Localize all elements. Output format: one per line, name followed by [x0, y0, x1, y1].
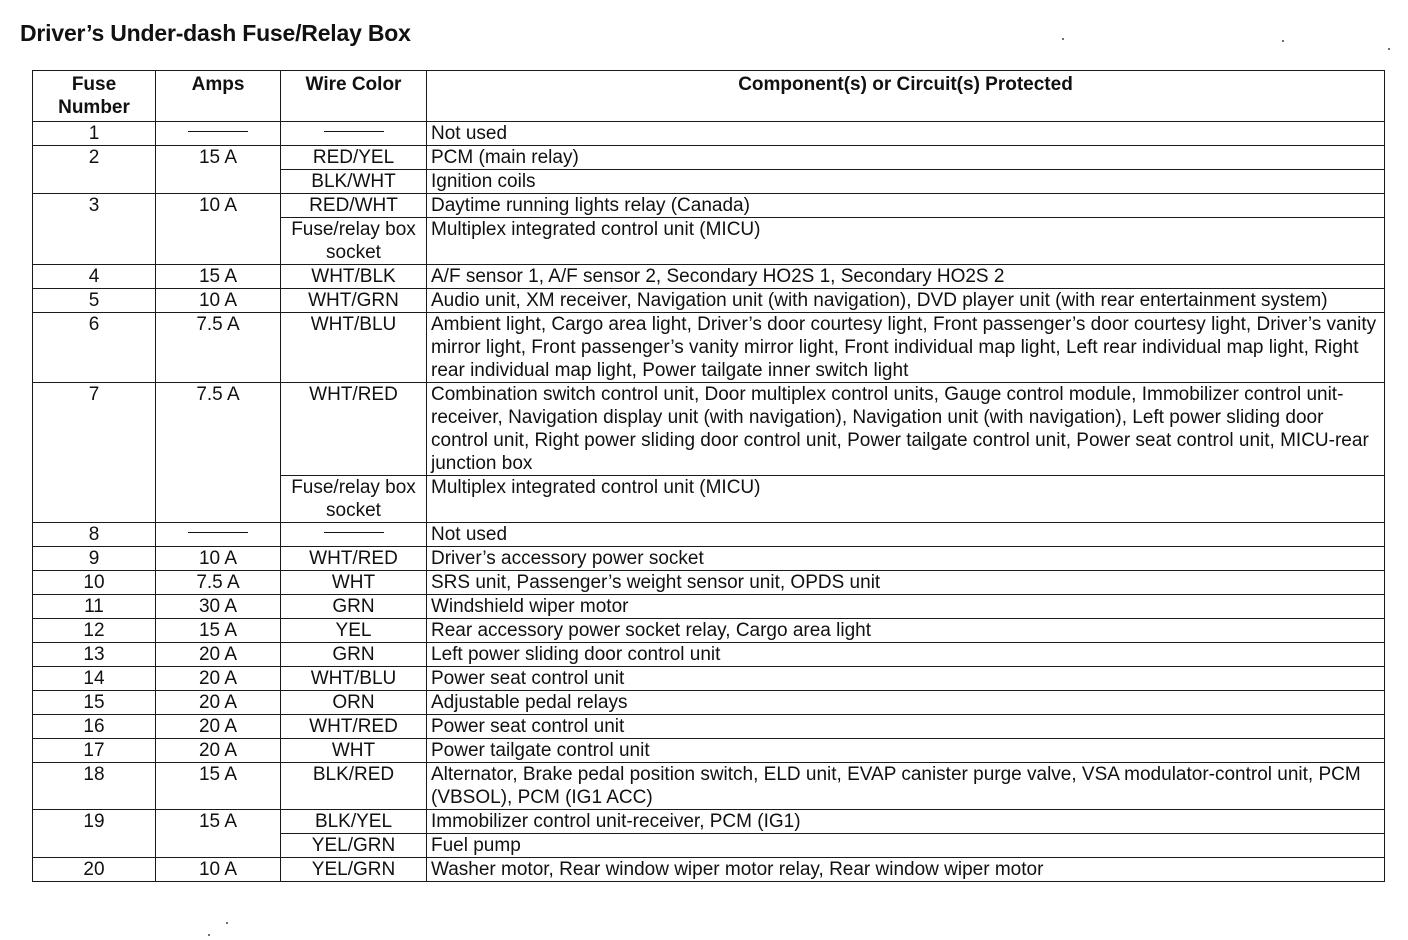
component-cell: Fuel pump [427, 834, 1385, 858]
fuse-number-cell: 10 [33, 571, 156, 595]
amps-cell: 10 A [156, 194, 281, 265]
component-cell: Audio unit, XM receiver, Navigation unit (with navigation), DVD player unit (with rear entertainment system) [427, 289, 1385, 313]
fuse-number-cell: 11 [33, 595, 156, 619]
fuse-number-cell: 4 [33, 265, 156, 289]
fuse-table [32, 70, 1385, 882]
table-row [33, 858, 1385, 882]
fuse-number-cell: 1 [33, 122, 156, 146]
fuse-number-cell: 12 [33, 619, 156, 643]
component-cell: Driver’s accessory power socket [427, 547, 1385, 571]
wire-color-cell: WHT/RED [281, 547, 427, 571]
wire-color-cell: Fuse/relay box socket [281, 218, 427, 265]
wire-color-cell: Fuse/relay box socket [281, 476, 427, 523]
component-cell: Not used [427, 122, 1385, 146]
amps-cell: 15 A [156, 763, 281, 810]
table-row [33, 265, 1385, 289]
wire-color-cell: WHT/GRN [281, 289, 427, 313]
header-fuse-number [33, 71, 156, 122]
amps-cell [156, 523, 281, 547]
fuse-number-cell: 9 [33, 547, 156, 571]
amps-cell: 7.5 A [156, 313, 281, 383]
wire-color-cell [281, 523, 427, 547]
wire-color-cell: WHT [281, 739, 427, 763]
scan-speck [208, 934, 210, 936]
amps-cell: 20 A [156, 715, 281, 739]
amps-cell: 20 A [156, 739, 281, 763]
component-cell: A/F sensor 1, A/F sensor 2, Secondary HO2S 1, Secondary HO2S 2 [427, 265, 1385, 289]
amps-cell: 20 A [156, 643, 281, 667]
table-row [33, 194, 1385, 218]
amps-cell: 7.5 A [156, 383, 281, 523]
component-cell: Left power sliding door control unit [427, 643, 1385, 667]
not-applicable-dash [188, 532, 248, 533]
wire-color-cell: BLK/WHT [281, 170, 427, 194]
fuse-number-cell: 15 [33, 691, 156, 715]
fuse-number-cell: 20 [33, 858, 156, 882]
component-cell: Not used [427, 523, 1385, 547]
wire-color-cell: YEL [281, 619, 427, 643]
component-cell: Adjustable pedal relays [427, 691, 1385, 715]
component-cell: SRS unit, Passenger’s weight sensor unit, OPDS unit [427, 571, 1385, 595]
fuse-number-cell: 7 [33, 383, 156, 523]
wire-color-cell [281, 122, 427, 146]
table-row [33, 715, 1385, 739]
fuse-number-cell: 8 [33, 523, 156, 547]
amps-cell: 20 A [156, 691, 281, 715]
component-cell: Rear accessory power socket relay, Cargo area light [427, 619, 1385, 643]
amps-cell: 7.5 A [156, 571, 281, 595]
not-applicable-dash [324, 131, 384, 132]
component-cell: Daytime running lights relay (Canada) [427, 194, 1385, 218]
wire-color-cell: WHT/BLK [281, 265, 427, 289]
fuse-number-cell: 3 [33, 194, 156, 265]
header-component: Component(s) or Circuit(s) Protected [427, 71, 1385, 122]
wire-color-cell: WHT/BLU [281, 313, 427, 383]
wire-color-cell: BLK/YEL [281, 810, 427, 834]
page-title: Driver’s Under-dash Fuse/Relay Box [20, 20, 411, 46]
table-row [33, 122, 1385, 146]
header-amps: Amps [156, 71, 281, 122]
amps-cell: 10 A [156, 547, 281, 571]
fuse-number-cell: 5 [33, 289, 156, 313]
table-row [33, 619, 1385, 643]
wire-color-cell: WHT/BLU [281, 667, 427, 691]
scan-speck [1388, 48, 1390, 50]
fuse-number-cell: 2 [33, 146, 156, 194]
table-row [33, 523, 1385, 547]
component-cell: Combination switch control unit, Door multiplex control units, Gauge control module, Immobilizer control unit-receiver, Navigation display unit (with navigation), Navigation unit (with navigation), Left power sliding door control unit, Right power sliding door control unit, Power tailgate control unit, Power seat control unit, MICU-rear junction box [427, 383, 1385, 476]
component-cell: Immobilizer control unit-receiver, PCM (IG1) [427, 810, 1385, 834]
component-cell: Power seat control unit [427, 667, 1385, 691]
table-row [33, 289, 1385, 313]
component-cell: Ignition coils [427, 170, 1385, 194]
wire-color-cell: GRN [281, 595, 427, 619]
table-row [33, 739, 1385, 763]
amps-cell: 10 A [156, 858, 281, 882]
component-cell: Washer motor, Rear window wiper motor relay, Rear window wiper motor [427, 858, 1385, 882]
fuse-number-cell: 13 [33, 643, 156, 667]
header-wire-color: Wire Color [281, 71, 427, 122]
fuse-number-cell: 14 [33, 667, 156, 691]
table-row [33, 313, 1385, 383]
table-row [33, 667, 1385, 691]
table-row [33, 810, 1385, 834]
table-header-row [33, 71, 1385, 122]
component-cell: Alternator, Brake pedal position switch, ELD unit, EVAP canister purge valve, VSA modulator-control unit, PCM (VBSOL), PCM (IG1 ACC) [427, 763, 1385, 810]
table-row [33, 763, 1385, 810]
component-cell: Power seat control unit [427, 715, 1385, 739]
fuse-number-cell: 18 [33, 763, 156, 810]
scan-speck [226, 922, 228, 924]
amps-cell: 10 A [156, 289, 281, 313]
amps-cell: 15 A [156, 810, 281, 858]
table-row [33, 643, 1385, 667]
header-fuse-number-label: Fuse Number [58, 74, 130, 118]
wire-color-cell: RED/WHT [281, 194, 427, 218]
wire-color-cell: YEL/GRN [281, 834, 427, 858]
scan-speck [1282, 40, 1284, 42]
wire-color-cell: WHT/RED [281, 715, 427, 739]
table-row [33, 691, 1385, 715]
wire-color-cell: BLK/RED [281, 763, 427, 810]
amps-cell: 15 A [156, 619, 281, 643]
component-cell: Power tailgate control unit [427, 739, 1385, 763]
not-applicable-dash [188, 131, 248, 132]
table-row [33, 383, 1385, 476]
fuse-number-cell: 19 [33, 810, 156, 858]
wire-color-cell: YEL/GRN [281, 858, 427, 882]
amps-cell [156, 122, 281, 146]
wire-color-cell: WHT [281, 571, 427, 595]
table-row [33, 571, 1385, 595]
amps-cell: 15 A [156, 265, 281, 289]
amps-cell: 20 A [156, 667, 281, 691]
wire-color-cell: GRN [281, 643, 427, 667]
amps-cell: 15 A [156, 146, 281, 194]
table-row [33, 595, 1385, 619]
component-cell: Multiplex integrated control unit (MICU) [427, 476, 1385, 523]
scan-speck [1062, 38, 1064, 40]
component-cell: Multiplex integrated control unit (MICU) [427, 218, 1385, 265]
amps-cell: 30 A [156, 595, 281, 619]
fuse-number-cell: 17 [33, 739, 156, 763]
component-cell: Ambient light, Cargo area light, Driver’s door courtesy light, Front passenger’s door courtesy light, Driver’s vanity mirror light, Front passenger’s vanity mirror light, Front individual map light, Left rear individual map light, Right rear individual map light, Power tailgate inner switch light [427, 313, 1385, 383]
component-cell: Windshield wiper motor [427, 595, 1385, 619]
fuse-number-cell: 16 [33, 715, 156, 739]
wire-color-cell: WHT/RED [281, 383, 427, 476]
table-row [33, 547, 1385, 571]
component-cell: PCM (main relay) [427, 146, 1385, 170]
wire-color-cell: RED/YEL [281, 146, 427, 170]
not-applicable-dash [324, 532, 384, 533]
fuse-number-cell: 6 [33, 313, 156, 383]
table-row [33, 146, 1385, 170]
wire-color-cell: ORN [281, 691, 427, 715]
